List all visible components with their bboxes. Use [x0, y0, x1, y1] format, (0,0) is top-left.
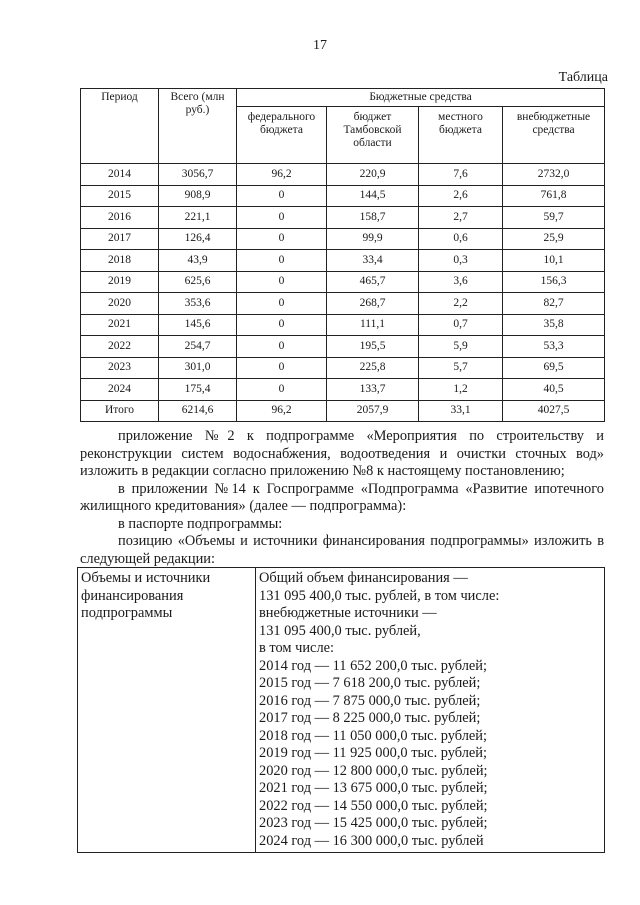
- table-cell: 353,6: [159, 293, 237, 315]
- table-cell: 99,9: [327, 228, 419, 250]
- table-cell: 144,5: [327, 185, 419, 207]
- table-cell: 2024: [81, 379, 159, 401]
- passport-line: 2021 год — 13 675 000,0 тыс. рублей;: [259, 780, 488, 796]
- passport-line: 2016 год — 7 875 000,0 тыс. рублей;: [259, 692, 481, 709]
- table-cell: 156,3: [503, 271, 605, 293]
- table-cell: 2020: [81, 293, 159, 315]
- table-cell: 2057,9: [327, 400, 419, 422]
- paragraph: приложение №2 к подпрограмме «Мероприятия по строительству и реконструкции систем водоснабжения, водоотведения и очистки сточных вод» изложить в редакции согласно приложению №8 к настоящему постановлению;: [80, 428, 604, 479]
- passport-line: Общий объем финансирования —: [259, 570, 468, 586]
- table-cell: 625,6: [159, 271, 237, 293]
- passport-line: 131 095 400,0 тыс. рублей,: [259, 622, 421, 639]
- table-cell: 0: [237, 228, 327, 250]
- table-row: [81, 250, 605, 272]
- passport-line: 2022 год — 14 550 000,0 тыс. рублей;: [259, 797, 488, 814]
- table-cell: 0,3: [419, 250, 503, 272]
- table-cell: 7,6: [419, 164, 503, 186]
- table-cell: 82,7: [503, 293, 605, 315]
- passport-value: [256, 568, 605, 853]
- table-cell: 25,9: [503, 228, 605, 250]
- table-caption: Таблица: [558, 70, 608, 85]
- table-cell: 195,5: [327, 336, 419, 358]
- table-cell: 465,7: [327, 271, 419, 293]
- table-cell: 33,4: [327, 250, 419, 272]
- table-cell: 126,4: [159, 228, 237, 250]
- table-row: [81, 379, 605, 401]
- table-row: [81, 207, 605, 229]
- table-cell: 5,9: [419, 336, 503, 358]
- passport-line: 2024 год — 16 300 000,0 тыс. рублей: [259, 832, 484, 849]
- table-cell: 10,1: [503, 250, 605, 272]
- table-row: [81, 164, 605, 186]
- table-cell: 254,7: [159, 336, 237, 358]
- table-row: [81, 336, 605, 358]
- passport-line: в том числе:: [259, 640, 335, 656]
- table-cell: 1,2: [419, 379, 503, 401]
- passport-line: 2018 год — 11 050 000,0 тыс. рублей;: [259, 727, 488, 744]
- page-number: 17: [313, 38, 327, 53]
- table-cell: 40,5: [503, 379, 605, 401]
- table-cell: 0,7: [419, 314, 503, 336]
- table-cell: 225,8: [327, 357, 419, 379]
- passport-line: 2020 год — 12 800 000,0 тыс. рублей;: [259, 762, 488, 779]
- funding-table: [80, 88, 605, 422]
- table-cell: 0: [237, 185, 327, 207]
- table-cell: 2732,0: [503, 164, 605, 186]
- paragraph: позицию «Объемы и источники финансирования подпрограммы» изложить в следующей редакции:: [80, 533, 604, 567]
- table-cell: 301,0: [159, 357, 237, 379]
- header-period: Период: [81, 89, 159, 164]
- passport-table: [77, 567, 605, 853]
- table-cell: 175,4: [159, 379, 237, 401]
- table-cell: 2023: [81, 357, 159, 379]
- table-cell: 0: [237, 293, 327, 315]
- passport-line: внебюджетные источники —: [259, 605, 437, 621]
- table-cell: 0: [237, 336, 327, 358]
- table-cell: 43,9: [159, 250, 237, 272]
- passport-line: 2019 год — 11 925 000,0 тыс. рублей;: [259, 745, 488, 761]
- table-cell: Итого: [81, 400, 159, 422]
- table-cell: 268,7: [327, 293, 419, 315]
- table-row: [81, 357, 605, 379]
- header-budget-group: Бюджетные средства: [237, 89, 605, 107]
- passport-label: Объемы и источники финансирования подпрограммы: [78, 568, 256, 853]
- table-cell: 0: [237, 314, 327, 336]
- table-cell: 761,8: [503, 185, 605, 207]
- table-cell: 0: [237, 250, 327, 272]
- table-cell: 2022: [81, 336, 159, 358]
- table-cell: 0: [237, 357, 327, 379]
- paragraph: в паспорте подпрограммы:: [118, 515, 283, 532]
- table-cell: 2014: [81, 164, 159, 186]
- table-cell: 145,6: [159, 314, 237, 336]
- table-cell: 5,7: [419, 357, 503, 379]
- table-cell: 2017: [81, 228, 159, 250]
- table-cell: 6214,6: [159, 400, 237, 422]
- table-cell: 53,3: [503, 336, 605, 358]
- table-cell: 3,6: [419, 271, 503, 293]
- table-cell: 2021: [81, 314, 159, 336]
- table-cell: 4027,5: [503, 400, 605, 422]
- passport-line: 2023 год — 15 425 000,0 тыс. рублей;: [259, 815, 488, 831]
- header-total: Всего (млн руб.): [159, 89, 237, 164]
- table-cell: 69,5: [503, 357, 605, 379]
- funding-table-body: [81, 164, 605, 422]
- table-cell: 220,9: [327, 164, 419, 186]
- table-cell: 2,7: [419, 207, 503, 229]
- passport-line: 2017 год — 8 225 000,0 тыс. рублей;: [259, 710, 481, 726]
- header-local: местного бюджета: [419, 107, 503, 164]
- table-cell: 133,7: [327, 379, 419, 401]
- passport-line: 2015 год — 7 618 200,0 тыс. рублей;: [259, 675, 481, 691]
- table-cell: 158,7: [327, 207, 419, 229]
- header-regional: бюджет Тамбовской области: [327, 107, 419, 164]
- header-federal: федерального бюджета: [237, 107, 327, 164]
- table-cell: 2019: [81, 271, 159, 293]
- body-text: [80, 428, 604, 568]
- table-cell: 2018: [81, 250, 159, 272]
- table-cell: 2,6: [419, 185, 503, 207]
- table-row: [81, 293, 605, 315]
- table-row: [81, 400, 605, 422]
- table-row: [81, 271, 605, 293]
- passport-line: 2014 год — 11 652 200,0 тыс. рублей;: [259, 657, 488, 674]
- table-cell: 2015: [81, 185, 159, 207]
- table-cell: 0: [237, 207, 327, 229]
- table-row: [81, 314, 605, 336]
- header-extra: внебюджетные средства: [503, 107, 605, 164]
- table-cell: 908,9: [159, 185, 237, 207]
- table-cell: 35,8: [503, 314, 605, 336]
- passport-line: 131 095 400,0 тыс. рублей, в том числе:: [259, 587, 500, 604]
- table-row: [81, 185, 605, 207]
- table-cell: 33,1: [419, 400, 503, 422]
- table-cell: 3056,7: [159, 164, 237, 186]
- table-cell: 96,2: [237, 400, 327, 422]
- table-cell: 221,1: [159, 207, 237, 229]
- table-cell: 111,1: [327, 314, 419, 336]
- table-cell: 0: [237, 379, 327, 401]
- table-row: [81, 228, 605, 250]
- table-cell: 59,7: [503, 207, 605, 229]
- table-cell: 96,2: [237, 164, 327, 186]
- table-cell: 0: [237, 271, 327, 293]
- paragraph: в приложении №14 к Госпрограмме «Подпрограмма «Развитие ипотечного жилищного кредитования» (далее — подпрограмма):: [80, 480, 604, 514]
- table-cell: 2016: [81, 207, 159, 229]
- table-cell: 2,2: [419, 293, 503, 315]
- table-cell: 0,6: [419, 228, 503, 250]
